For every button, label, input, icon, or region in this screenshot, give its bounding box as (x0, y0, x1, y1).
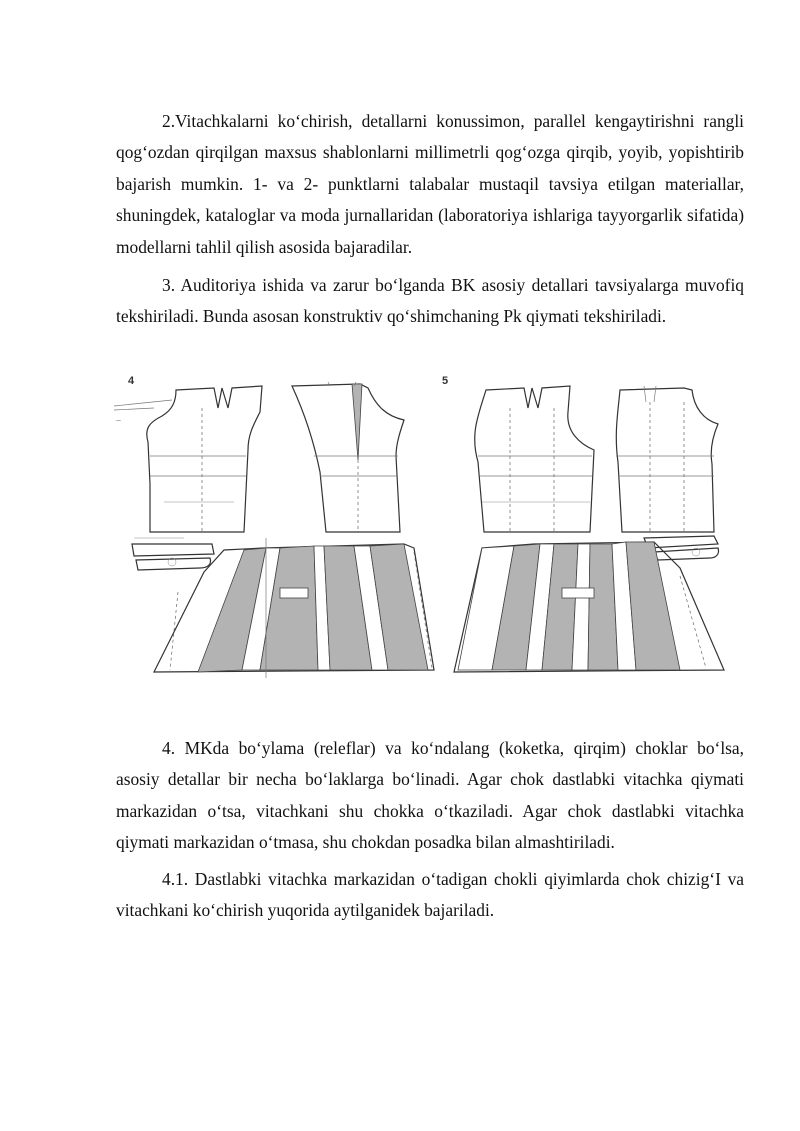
figure-label-right: 5 (442, 375, 449, 387)
paragraph-2: 2.Vitachkalarni ko‘chirish, detallarni konussimon, parallel kengaytirishni rangli qog‘ozdan qirqilgan maxsus shablonlarni millimetrli qog‘ozga qirqib, yoyib, yopishtirib bajarish mumkin. 1- va 2- punktlarni talabalar mustaqil tavsiya etilgan materiallar, shuningdek, kataloglar va moda jurnallaridan (laboratoriya ishlariga tayyorgarlik sifatida) modellarni tahlil qilish asosida bajaradilar. (116, 111, 744, 257)
left-bodice-back (292, 382, 404, 532)
right-bodice-front (475, 386, 594, 532)
paragraph-4-1: 4.1. Dastlabki vitachka markazidan o‘tadigan chokli qiyimlarda chok chizig‘I va vitachkani ko‘chirish yuqorida aytilganidek bajariladi. (116, 869, 744, 921)
right-bodice-back (616, 386, 718, 532)
pattern-drawings (114, 372, 744, 684)
pattern-figure (114, 372, 744, 684)
figure-label-left: 4 (128, 375, 135, 387)
right-skirt-panels (454, 542, 724, 672)
left-bodice-front (114, 386, 262, 532)
paragraph-3: 3. Auditoriya ishida va zarur bo‘lganda BK asosiy detallari tavsiyalarga muvofiq tekshiriladi. Bunda asosan konstruktiv qo‘shimchaning Pk qiymati tekshiriladi. (116, 275, 744, 327)
svg-text:⁓: ⁓ (116, 419, 121, 424)
left-skirt-panels (154, 538, 434, 678)
left-small-pieces (132, 538, 214, 570)
paragraph-4: 4. MKda bo‘ylama (releflar) va ko‘ndalang (koketka, qirqim) choklar bo‘lsa, asosiy detallar bir necha bo‘laklarga bo‘linadi. Agar chok dastlabki vitachka qiymati markazidan o‘tsa, vitachkani shu chokka o‘tkaziladi. Agar chok dastlabki vitachka qiymati markazidan o‘tmasa, shu chokdan posadka bilan almashtiriladi. (116, 738, 744, 853)
